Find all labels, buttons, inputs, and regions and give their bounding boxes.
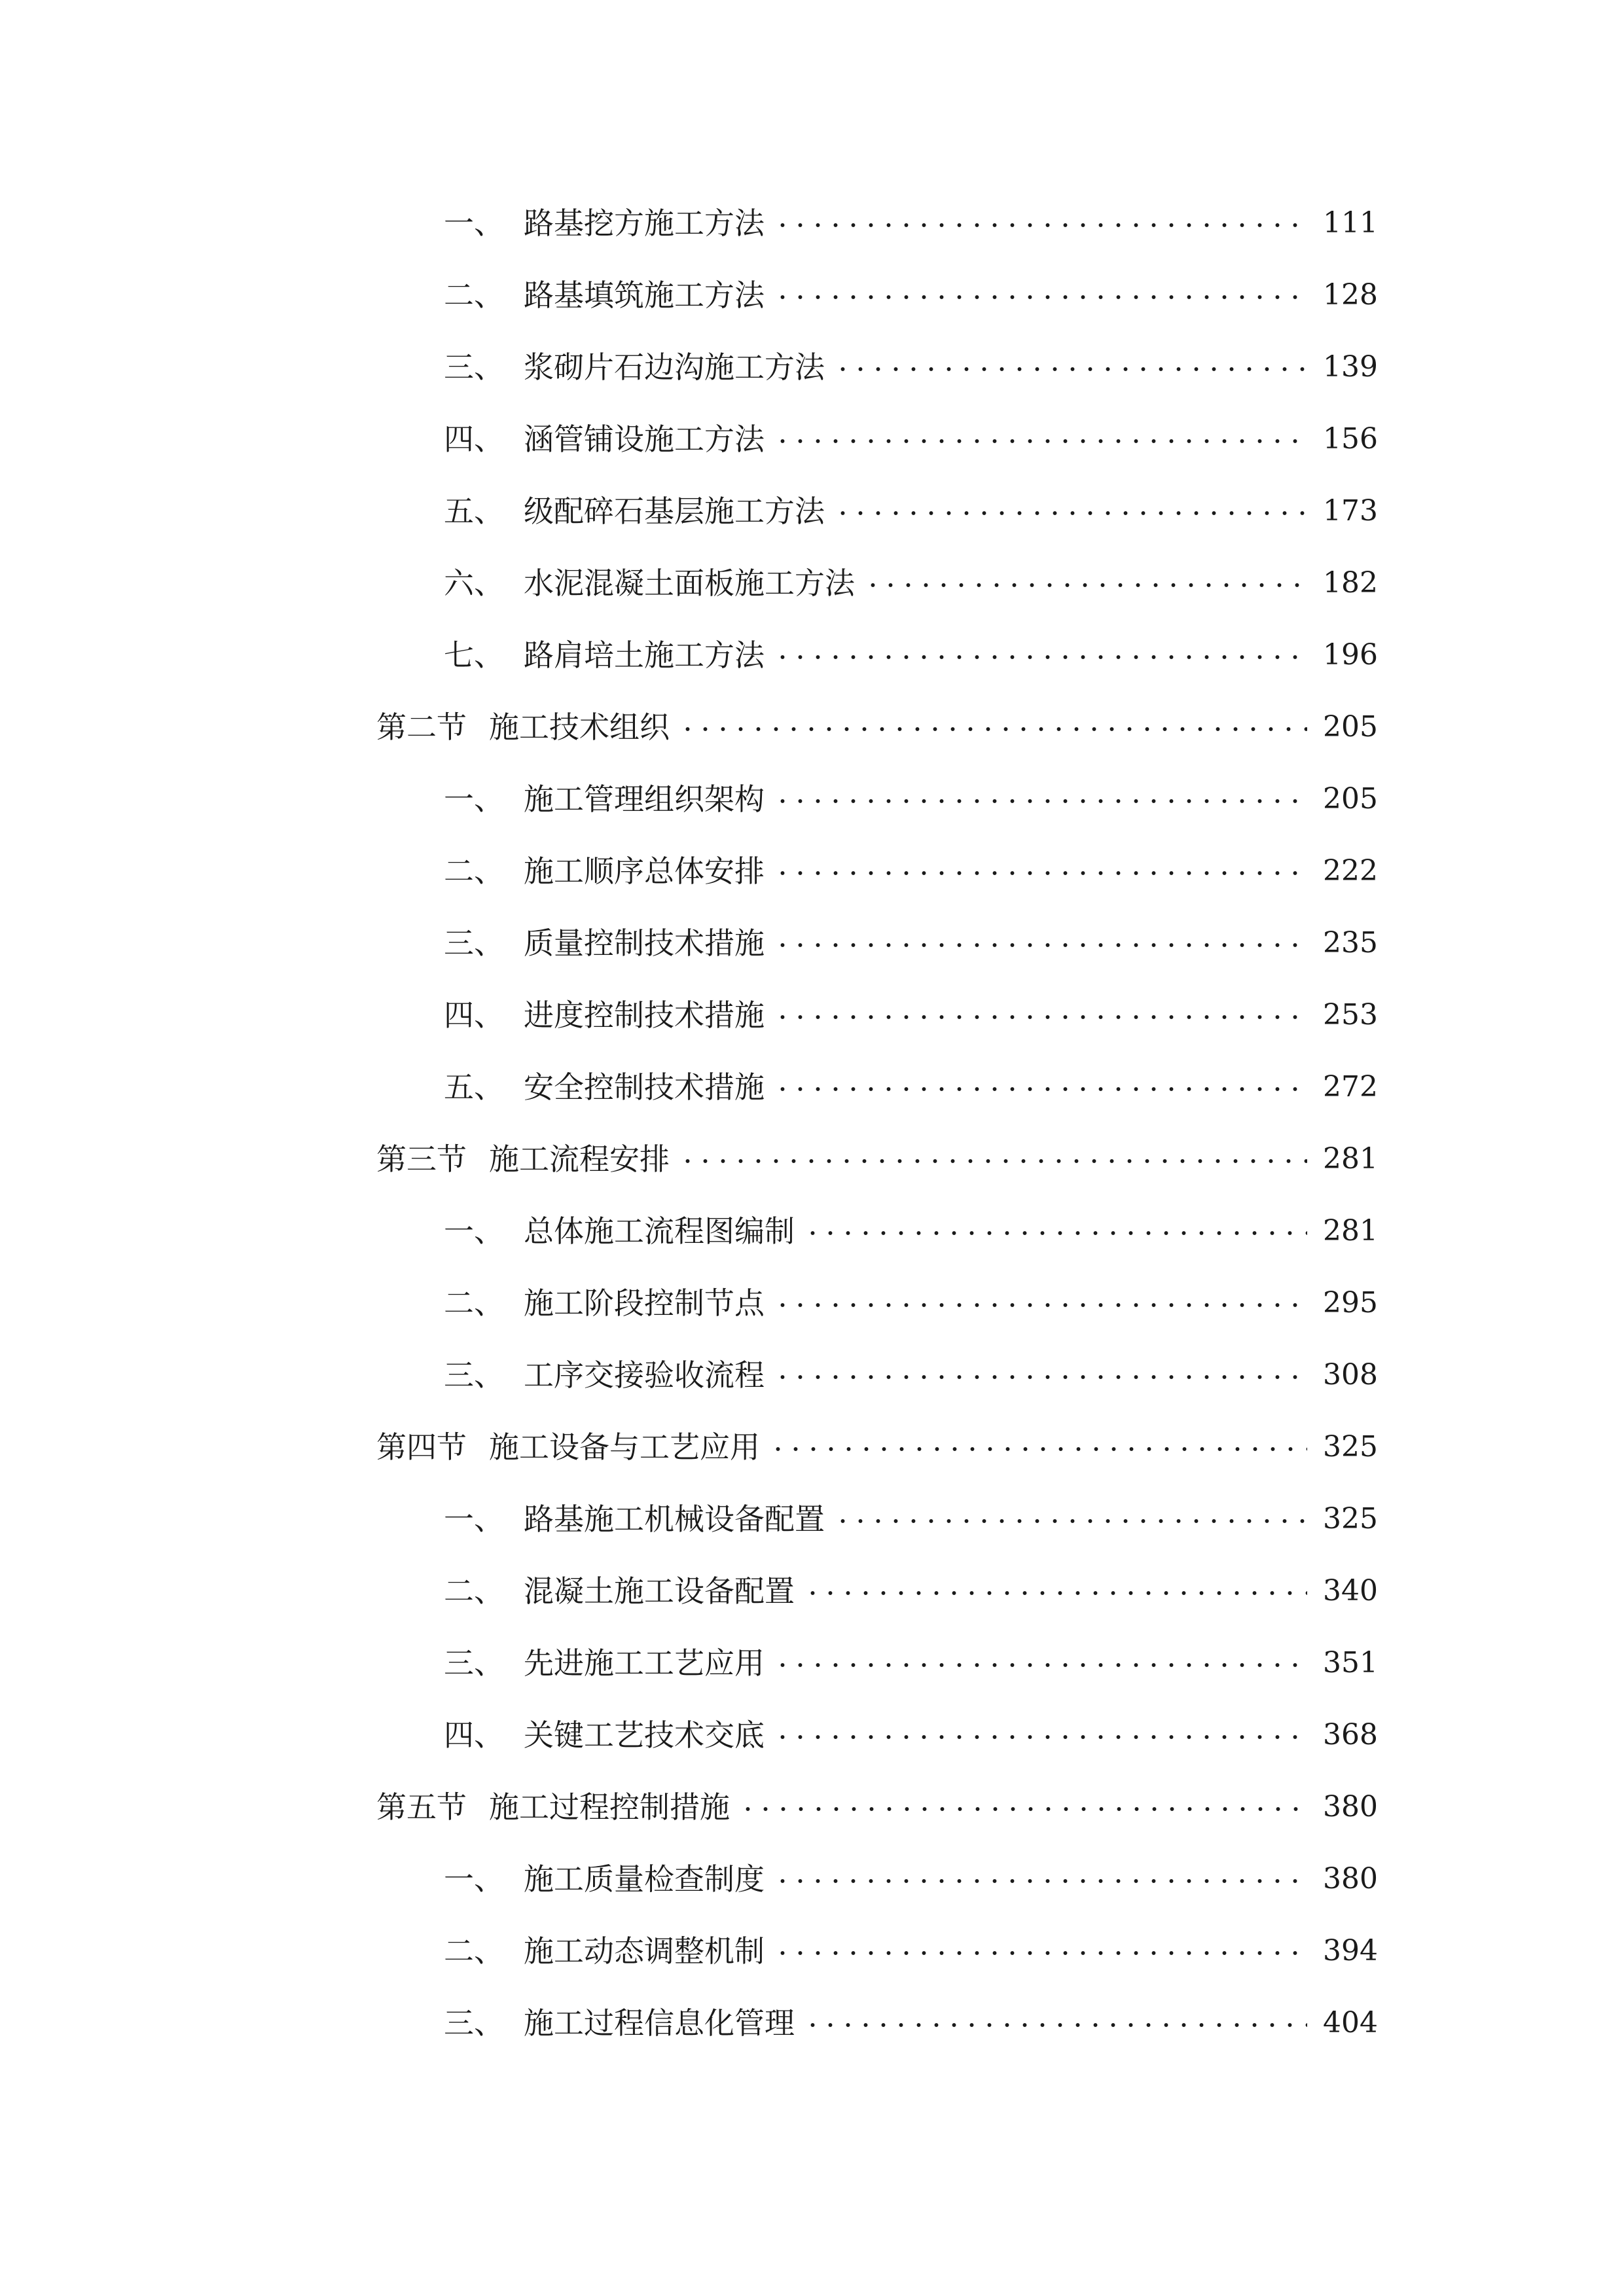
- dot-leader: [774, 1002, 1307, 1032]
- toc-entry-page: 325: [1323, 1502, 1378, 1535]
- toc-entry-number: 二、: [444, 1285, 504, 1321]
- dot-leader: [834, 498, 1307, 528]
- toc-entry-number: 二、: [444, 1573, 504, 1609]
- toc-entry-title: 路基施工机械设备配置: [524, 1501, 825, 1537]
- toc-entry[interactable]: [444, 979, 1378, 1051]
- toc-section-title: 施工过程控制措施: [489, 1789, 730, 1825]
- toc-entry[interactable]: [444, 1843, 1378, 1915]
- toc-entry-page: 368: [1323, 1718, 1378, 1751]
- toc-section-entry[interactable]: [376, 691, 1378, 763]
- toc-entry[interactable]: [444, 1915, 1378, 1987]
- toc-entry-title: 路基填筑施工方法: [524, 278, 765, 313]
- toc-entry[interactable]: [444, 907, 1378, 979]
- toc-entry-title: 施工动态调整机制: [524, 1933, 765, 1969]
- toc-entry-number: 三、: [444, 350, 504, 385]
- dot-leader: [774, 1866, 1307, 1896]
- toc-entry[interactable]: [444, 763, 1378, 835]
- toc-entry-title: 质量控制技术措施: [524, 925, 765, 961]
- toc-entry-number: 三、: [444, 2005, 504, 2041]
- dot-leader: [864, 570, 1307, 600]
- toc-entry-page: 196: [1323, 638, 1378, 672]
- toc-entry-title: 混凝土施工设备配置: [524, 1573, 795, 1609]
- toc-entry-title: 先进施工工艺应用: [524, 1645, 765, 1681]
- dot-leader: [834, 354, 1307, 384]
- dot-leader: [774, 282, 1307, 312]
- dot-leader: [679, 1146, 1307, 1176]
- toc-entry[interactable]: [444, 475, 1378, 547]
- dot-leader: [774, 930, 1307, 960]
- toc-entry[interactable]: [444, 1987, 1378, 2059]
- toc-entry-title: 施工质量检查制度: [524, 1861, 765, 1897]
- toc-entry-title: 浆砌片石边沟施工方法: [524, 350, 825, 385]
- toc-entry-page: 182: [1323, 566, 1378, 600]
- toc-entry[interactable]: [444, 835, 1378, 907]
- toc-entry[interactable]: [444, 1051, 1378, 1123]
- toc-entry[interactable]: [444, 331, 1378, 403]
- toc-entry-number: 二、: [444, 1933, 504, 1969]
- toc-entry-number: 三、: [444, 1357, 504, 1393]
- toc-entry-page: 205: [1323, 782, 1378, 816]
- toc-entry-page: 281: [1323, 1214, 1378, 1247]
- toc-entry-page: 272: [1323, 1070, 1378, 1103]
- toc-entry-number: 一、: [444, 1501, 504, 1537]
- toc-section-entry[interactable]: [376, 1123, 1378, 1195]
- toc-entry-page: 340: [1323, 1574, 1378, 1607]
- toc-entry-number: 六、: [444, 565, 504, 601]
- toc-entry-number: 四、: [444, 997, 504, 1033]
- toc-section-number: 第二节: [376, 709, 467, 745]
- toc-entry[interactable]: [444, 259, 1378, 331]
- dot-leader: [769, 1434, 1307, 1464]
- dot-leader: [804, 1578, 1307, 1608]
- toc-entry-title: 水泥混凝土面板施工方法: [524, 565, 855, 601]
- toc-entry-page: 404: [1323, 2006, 1378, 2039]
- toc-section-number: 第三节: [376, 1141, 467, 1177]
- toc-entry[interactable]: [444, 1195, 1378, 1267]
- toc-entry-page: 295: [1323, 1286, 1378, 1319]
- toc-entry-number: 一、: [444, 1213, 504, 1249]
- toc-section-number: 第四节: [376, 1429, 467, 1465]
- dot-leader: [804, 2010, 1307, 2040]
- toc-section-title: 施工技术组织: [489, 709, 670, 745]
- toc-entry-page: 351: [1323, 1646, 1378, 1679]
- toc-entry-page: 325: [1323, 1430, 1378, 1463]
- dot-leader: [739, 1794, 1307, 1824]
- toc-entry-page: 173: [1323, 494, 1378, 528]
- toc-entry-page: 222: [1323, 854, 1378, 888]
- toc-section-title: 施工设备与工艺应用: [489, 1429, 760, 1465]
- toc-entry-title: 工序交接验收流程: [524, 1357, 765, 1393]
- toc-entry-title: 关键工艺技术交底: [524, 1717, 765, 1753]
- dot-leader: [774, 1362, 1307, 1392]
- toc-entry-page: 205: [1323, 710, 1378, 744]
- toc-entry-title: 安全控制技术措施: [524, 1069, 765, 1105]
- toc-entry-page: 139: [1323, 350, 1378, 384]
- toc-entry-title: 施工阶段控制节点: [524, 1285, 765, 1321]
- toc-entry[interactable]: [444, 187, 1378, 259]
- dot-leader: [774, 1938, 1307, 1968]
- toc-entry-title: 路基挖方施工方法: [524, 206, 765, 241]
- toc-entry-number: 四、: [444, 422, 504, 457]
- dot-leader: [834, 1506, 1307, 1536]
- dot-leader: [774, 1290, 1307, 1320]
- toc-entry[interactable]: [444, 547, 1378, 619]
- dot-leader: [679, 714, 1307, 744]
- toc-entry[interactable]: [444, 1339, 1378, 1411]
- toc-entry-title: 施工过程信息化管理: [524, 2005, 795, 2041]
- toc-entry-page: 380: [1323, 1790, 1378, 1823]
- toc-section-title: 施工流程安排: [489, 1141, 670, 1177]
- toc-entry-page: 235: [1323, 926, 1378, 960]
- toc-entry-title: 进度控制技术措施: [524, 997, 765, 1033]
- toc-section-number: 第五节: [376, 1789, 467, 1825]
- dot-leader: [774, 1722, 1307, 1752]
- toc-entry-number: 一、: [444, 781, 504, 817]
- toc-entry[interactable]: [444, 1267, 1378, 1339]
- dot-leader: [774, 786, 1307, 816]
- toc-entry-number: 七、: [444, 637, 504, 673]
- toc-entry-number: 五、: [444, 1069, 504, 1105]
- toc-entry-number: 四、: [444, 1717, 504, 1753]
- toc-entry[interactable]: [444, 1555, 1378, 1627]
- toc-entry-page: 394: [1323, 1934, 1378, 1967]
- toc-entry[interactable]: [444, 1699, 1378, 1771]
- toc-entry-number: 一、: [444, 1861, 504, 1897]
- toc-entry-page: 111: [1323, 206, 1378, 240]
- toc-section-entry[interactable]: [376, 1411, 1378, 1483]
- toc-entry[interactable]: [444, 1627, 1378, 1699]
- dot-leader: [774, 1650, 1307, 1680]
- dot-leader: [774, 426, 1307, 456]
- dot-leader: [774, 210, 1307, 240]
- dot-leader: [774, 858, 1307, 888]
- toc-entry[interactable]: [444, 619, 1378, 691]
- toc-entry[interactable]: [444, 403, 1378, 475]
- toc-entry-page: 128: [1323, 278, 1378, 312]
- toc-entry-number: 一、: [444, 206, 504, 241]
- toc-entry-number: 二、: [444, 278, 504, 313]
- toc-entry-title: 施工顺序总体安排: [524, 853, 765, 889]
- dot-leader: [774, 642, 1307, 672]
- toc-entry-page: 156: [1323, 422, 1378, 456]
- toc-entry-title: 路肩培土施工方法: [524, 637, 765, 673]
- toc-entry-title: 施工管理组织架构: [524, 781, 765, 817]
- toc-entry-page: 281: [1323, 1142, 1378, 1175]
- toc-entry-number: 五、: [444, 493, 504, 529]
- toc-entry[interactable]: [444, 1483, 1378, 1555]
- toc-entry-number: 二、: [444, 853, 504, 889]
- toc-entry-page: 308: [1323, 1358, 1378, 1391]
- toc-entry-title: 级配碎石基层施工方法: [524, 493, 825, 529]
- toc-entry-page: 253: [1323, 998, 1378, 1031]
- toc-entry-title: 涵管铺设施工方法: [524, 422, 765, 457]
- toc-entry-number: 三、: [444, 925, 504, 961]
- toc-section-entry[interactable]: [376, 1771, 1378, 1843]
- toc-entry-title: 总体施工流程图编制: [524, 1213, 795, 1249]
- dot-leader: [804, 1218, 1307, 1248]
- dot-leader: [774, 1074, 1307, 1104]
- toc-entry-page: 380: [1323, 1862, 1378, 1895]
- toc-entry-number: 三、: [444, 1645, 504, 1681]
